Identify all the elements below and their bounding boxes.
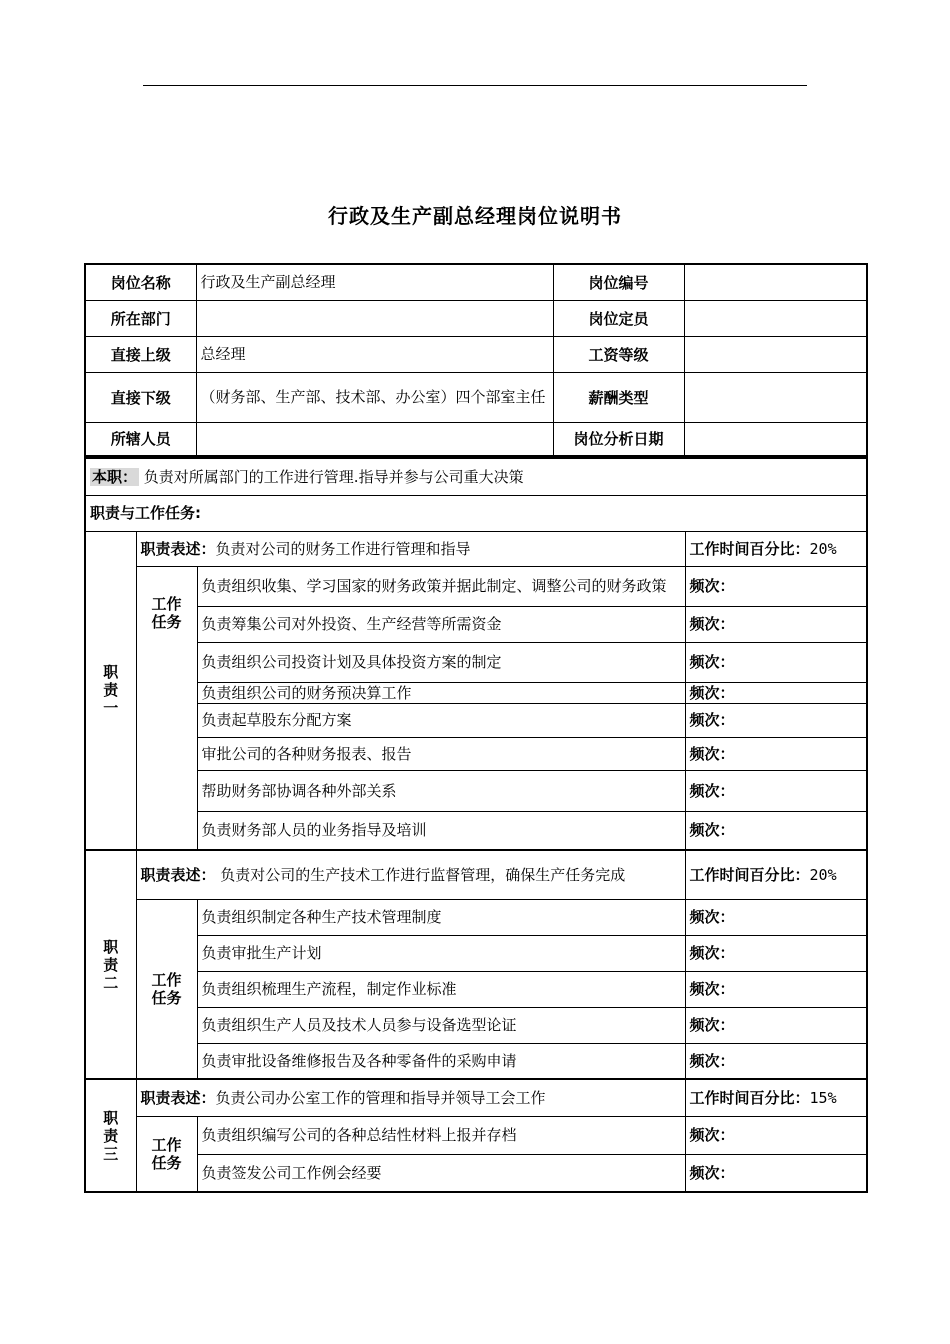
subordinate-label: 直接下级	[85, 372, 196, 422]
duty-1-freq-4: 频次：	[685, 682, 867, 703]
duty-1-task-4: 负责组织公司的财务预决算工作	[197, 682, 685, 703]
duty-2-freq-4: 频次：	[685, 1007, 867, 1043]
salary-grade-label: 工资等级	[553, 336, 684, 372]
duty-2-task-label: 工作 任务	[136, 899, 197, 1079]
staff-label: 所辖人员	[85, 422, 196, 456]
duty-1-task-1: 负责组织收集、学习国家的财务政策并据此制定、调整公司的财务政策	[197, 566, 685, 606]
salary-grade-value	[684, 336, 867, 372]
duty-2-label: 职 责 二	[85, 850, 136, 1079]
duty-2-task-3: 负责组织梳理生产流程，制定作业标准	[197, 971, 685, 1007]
department-label: 所在部门	[85, 300, 196, 336]
duty-1-task-label: 工作 任务	[136, 566, 197, 850]
duty-3-freq-1: 频次：	[685, 1116, 867, 1154]
duty-2-description	[136, 850, 685, 899]
position-name-value: 行政及生产副总经理	[196, 264, 553, 300]
duty-1-freq-8: 频次：	[685, 811, 867, 850]
position-code-label: 岗位编号	[553, 264, 684, 300]
headcount-label: 岗位定员	[553, 300, 684, 336]
document-title: 行政及生产副总经理岗位说明书	[328, 204, 622, 228]
position-code-value	[684, 264, 867, 300]
duty-2-task-2: 负责审批生产计划	[197, 935, 685, 971]
duty-2-pct-value: 20%	[809, 865, 837, 884]
duty-2-pct-label: 工作时间百分比：	[689, 865, 810, 884]
duty-2-freq-3: 频次：	[685, 971, 867, 1007]
duty-1-task-5: 负责起草股东分配方案	[197, 703, 685, 737]
duty-1-task-7: 帮助财务部协调各种外部关系	[197, 770, 685, 811]
department-value	[196, 300, 553, 336]
duty-1-desc-label: 职责表述：	[140, 539, 216, 558]
analysis-date-value	[684, 422, 867, 456]
duty-1-pct-label: 工作时间百分比：	[689, 539, 810, 558]
duty-2-freq-1: 频次：	[685, 899, 867, 935]
pay-type-value	[684, 372, 867, 422]
analysis-date-label: 岗位分析日期	[553, 422, 684, 456]
duty-3-task-label: 工作 任务	[136, 1116, 197, 1192]
duty-3-desc-text: 负责公司办公室工作的管理和指导并领导工会工作	[215, 1088, 546, 1107]
job-summary	[85, 458, 867, 495]
duty-1-task-6: 审批公司的各种财务报表、报告	[197, 737, 685, 770]
duty-2-percent	[685, 850, 867, 899]
duty-1-task-2: 负责筹集公司对外投资、生产经营等所需资金	[197, 606, 685, 642]
headcount-value	[684, 300, 867, 336]
duty-1-description	[136, 531, 685, 566]
duty-1-freq-5: 频次：	[685, 703, 867, 737]
duty-3-description	[136, 1079, 685, 1116]
pay-type-label: 薪酬类型	[553, 372, 684, 422]
duty-3-freq-2: 频次：	[685, 1154, 867, 1192]
duty-1-desc-text: 负责对公司的财务工作进行管理和指导	[215, 539, 471, 558]
duty-1-task-8: 负责财务部人员的业务指导及培训	[197, 811, 685, 850]
duty-1-freq-6: 频次：	[685, 737, 867, 770]
staff-value	[196, 422, 553, 456]
header-rule	[143, 85, 807, 86]
job-summary-text: 负责对所属部门的工作进行管理.指导并参与公司重大决策	[143, 467, 524, 486]
duty-1-freq-7: 频次：	[685, 770, 867, 811]
position-info-table	[84, 263, 868, 457]
duty-3-task-2: 负责签发公司工作例会经要	[197, 1154, 685, 1192]
job-summary-label: 本职：	[92, 467, 138, 486]
duty-1-percent	[685, 531, 867, 566]
position-name-label: 岗位名称	[85, 264, 196, 300]
duty-3-pct-label: 工作时间百分比：	[689, 1088, 810, 1107]
duty-1-label: 职 责 一	[85, 531, 136, 850]
duty-1-freq-1: 频次：	[685, 566, 867, 606]
duty-2-task-4: 负责组织生产人员及技术人员参与设备选型论证	[197, 1007, 685, 1043]
duty-3-desc-label: 职责表述：	[140, 1088, 216, 1107]
duty-3-task-1: 负责组织编写公司的各种总结性材料上报并存档	[197, 1116, 685, 1154]
subordinate-value: （财务部、生产部、技术部、办公室）四个部室主任	[196, 372, 553, 422]
duty-2-freq-5: 频次：	[685, 1043, 867, 1079]
duty-1-freq-2: 频次：	[685, 606, 867, 642]
duty-2-freq-2: 频次：	[685, 935, 867, 971]
superior-value: 总经理	[196, 336, 553, 372]
duty-1-pct-value: 20%	[809, 539, 837, 558]
duty-3-label: 职 责 三	[85, 1079, 136, 1192]
duty-2-task-1: 负责组织制定各种生产技术管理制度	[197, 899, 685, 935]
duty-3-pct-value: 15%	[809, 1088, 837, 1107]
duty-3-percent	[685, 1079, 867, 1116]
duty-2-desc-text: 负责对公司的生产技术工作进行监督管理，确保生产任务完成	[215, 865, 626, 884]
duty-1-freq-3: 频次：	[685, 642, 867, 682]
superior-label: 直接上级	[85, 336, 196, 372]
duties-header: 职责与工作任务:	[85, 495, 867, 531]
duties-table	[84, 457, 868, 1193]
duty-2-task-5: 负责审批设备维修报告及各种零备件的采购申请	[197, 1043, 685, 1079]
duty-2-desc-label: 职责表述：	[140, 865, 216, 884]
duty-1-task-3: 负责组织公司投资计划及具体投资方案的制定	[197, 642, 685, 682]
